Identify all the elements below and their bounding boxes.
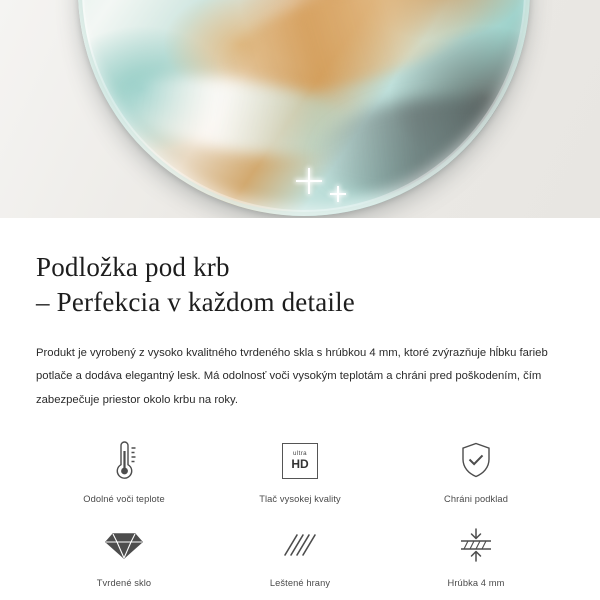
badge-main-text: HD bbox=[291, 457, 309, 472]
headline-line-1: Podložka pod krb bbox=[36, 252, 230, 282]
feature-label: Odolné voči teplote bbox=[83, 493, 165, 504]
hero-image bbox=[0, 0, 600, 218]
feature-item-protects-surface bbox=[388, 438, 564, 504]
feature-label: Hrúbka 4 mm bbox=[447, 577, 505, 588]
feature-label: Tvrdené sklo bbox=[96, 577, 152, 588]
description-paragraph: Produkt je vyrobený z vysoko kvalitného tvrdeného skla s hrúbkou 4 mm, ktoré zvýrazňuje hĺbku farieb potlače a dodáva elegantný lesk. Má odolnosť voči vysokým teplotám a chráni pred poškodením, čím zabezpečuje priestor okolo krbu na roky. bbox=[36, 347, 548, 406]
glass-disc-product-image bbox=[78, 0, 530, 216]
feature-item-tempered-glass bbox=[36, 522, 212, 588]
feature-label: Leštené hrany bbox=[269, 577, 331, 588]
content-area bbox=[0, 218, 600, 588]
headline-line-2: – Perfekcia v každom detaile bbox=[36, 287, 355, 318]
polished-edges-icon bbox=[279, 522, 321, 568]
feature-label: Chráni podklad bbox=[444, 493, 508, 504]
feature-item-print-quality bbox=[212, 438, 388, 504]
ultra-hd-badge-icon bbox=[282, 438, 318, 484]
feature-label: Tlač vysokej kvality bbox=[259, 493, 341, 504]
feature-item-heat-resistant bbox=[36, 438, 212, 504]
shield-check-icon bbox=[456, 438, 496, 484]
badge-top-text: ultra bbox=[292, 450, 308, 458]
page-title bbox=[36, 250, 564, 320]
thickness-arrows-icon bbox=[454, 522, 498, 568]
diamond-icon bbox=[103, 522, 145, 568]
feature-grid bbox=[36, 438, 564, 588]
thermometer-icon bbox=[104, 438, 144, 484]
feature-item-thickness bbox=[388, 522, 564, 588]
feature-item-polished-edges bbox=[212, 522, 388, 588]
